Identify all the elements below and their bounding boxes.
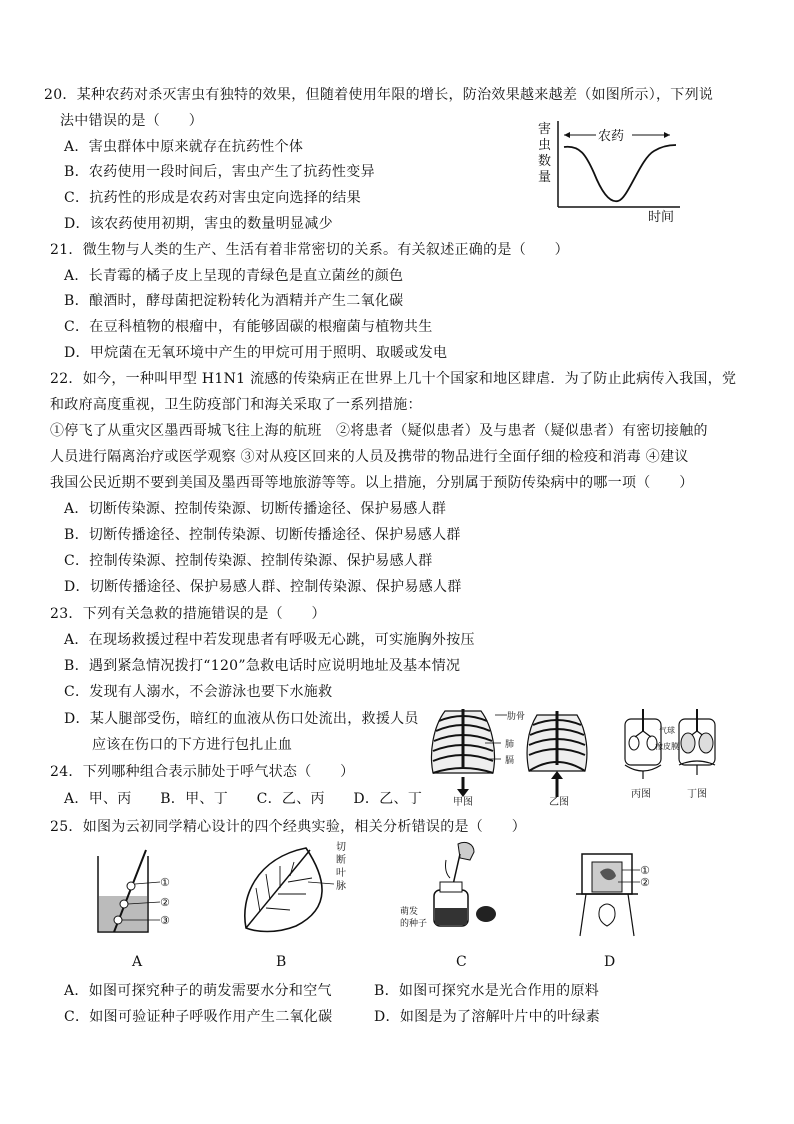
q23-option-b: B．遇到紧急情况拨打“120”急救电话时应说明地址及基本情况 <box>64 658 461 674</box>
q20-option-a: A．害虫群体中原来就存在抗药性个体 <box>64 139 304 155</box>
q25-d-mark-2: ② <box>640 876 650 889</box>
q21-option-c: C．在豆科植物的根瘤中，有能够固碳的根瘤菌与植物共生 <box>64 319 433 335</box>
q22-stem-line1: 22．如今，一种叫甲型 H1N1 流感的传染病正在世界上几十个国家和地区肆虐．为了防止此病传入我国，党 <box>50 371 737 387</box>
q25-option-d: D．如图是为了溶解叶片中的叶绿素 <box>374 1009 601 1025</box>
q25-a-mark-2: ② <box>160 896 170 909</box>
q25-figure-c <box>400 838 510 940</box>
q23-option-d-line2: 应该在伤口的下方进行包扎止血 <box>92 737 293 753</box>
q23-option-a: A．在现场救援过程中若发现患者有呼吸无心跳，可实施胸外按压 <box>64 632 475 648</box>
q25-label-c: C <box>456 954 467 970</box>
q25-figure-b <box>236 838 366 940</box>
q25-option-a: A．如图可探究种子的萌发需要水分和空气 <box>64 983 332 999</box>
q25-b-note-2: 断 <box>336 855 346 866</box>
q24-chest-yi <box>527 711 587 797</box>
q24-label-lung: 肺 <box>505 740 515 750</box>
q22-stem-line3: ①停飞了从重灾区墨西哥城飞往上海的航班 ②将患者（疑似患者）及与患者（疑似患者）有密切接触的 <box>50 423 708 439</box>
q21-option-d: D．甲烷菌在无氧环境中产生的甲烷可用于照明、取暖或发电 <box>64 345 448 361</box>
q20-chart-ylabel-3: 数 <box>538 154 552 169</box>
q24-model-ding <box>679 709 715 775</box>
q24-options: A．甲、丙 B．甲、丁 C．乙、丙 D．乙、丁 <box>64 791 423 807</box>
q25-figure-a <box>84 848 194 940</box>
q22-option-b: B．切断传播途径、控制传染源、切断传播途径、保护易感人群 <box>64 527 461 543</box>
q24-caption-ding: 丁图 <box>687 789 707 800</box>
q20-pest-chart <box>530 115 700 225</box>
q20-chart-arrow-right <box>664 132 670 138</box>
q21-option-b: B．酿酒时，酵母菌把淀粉转化为酒精并产生二氧化碳 <box>64 293 404 309</box>
q20-option-c: C．抗药性的形成是农药对害虫定向选择的结果 <box>64 190 362 206</box>
q24-label-rib: 肋骨 <box>507 712 526 722</box>
q22-option-c: C．控制传染源、控制传染源、控制传染源、保护易感人群 <box>64 553 433 569</box>
q25-label-b: B <box>276 954 287 970</box>
q25-c-note-2: 的种子 <box>400 919 428 929</box>
q25-c-note-1: 萌发 <box>400 907 419 917</box>
q21-stem: 21．微生物与人类的生产、生活有着非常密切的关系。有关叙述正确的是（ ） <box>50 242 569 258</box>
q20-option-d: D．该农药使用初期，害虫的数量明显减少 <box>64 216 333 232</box>
q24-label-balloon: 气球 <box>659 726 675 735</box>
q20-chart-ylabel-4: 量 <box>538 170 552 185</box>
q25-label-a: A <box>132 954 143 970</box>
q20-chart-ylabel-1: 害 <box>538 122 552 137</box>
q25-label-d: D <box>604 954 616 970</box>
q23-stem: 23．下列有关急救的措施错误的是（ ） <box>50 606 326 622</box>
q20-chart-arrow-label: 农药 <box>598 129 625 144</box>
q25-option-c: C．如图可验证种子呼吸作用产生二氧化碳 <box>64 1009 333 1025</box>
q20-chart-ylabel-2: 虫 <box>538 138 552 153</box>
q22-stem-line5: 我国公民近期不要到美国及墨西哥等地旅游等等。以上措施，分别属于预防传染病中的哪一项（ ） <box>50 475 694 491</box>
q22-option-d: D．切断传播途径、保护易感人群、控制传染源、保护易感人群 <box>64 579 462 595</box>
q24-caption-yi: 乙图 <box>549 797 569 808</box>
q24-caption-jia: 甲图 <box>453 797 473 808</box>
q20-chart-curve <box>564 145 676 201</box>
q24-label-membrane: 橡皮膜 <box>655 742 679 751</box>
q25-option-b: B．如图可探究水是光合作用的原料 <box>374 983 600 999</box>
q25-figure-d <box>572 846 672 940</box>
q22-stem-line4: 人员进行隔离治疗或医学观察 ③对从疫区回来的人员及携带的物品进行全面仔细的检疫和消毒 ④建议 <box>50 449 689 465</box>
q25-a-mark-1: ① <box>160 876 170 889</box>
q24-breathing-figure <box>425 705 725 809</box>
q25-b-note-4: 脉 <box>336 881 346 892</box>
q21-option-a: A．长青霉的橘子皮上呈现的青绿色是直立菌丝的颜色 <box>64 268 404 284</box>
q23-option-d-line1: D．某人腿部受伤，暗红的血液从伤口处流出，救援人员 <box>64 711 419 727</box>
q25-b-note-3: 叶 <box>336 868 346 879</box>
q20-chart-xlabel: 时间 <box>648 210 675 225</box>
q22-option-a: A．切断传染源、控制传染源、切断传播途径、保护易感人群 <box>64 501 447 517</box>
q24-chest-jia <box>432 709 495 797</box>
q22-stem-line2: 和政府高度重视，卫生防疫部门和海关采取了一系列措施： <box>50 397 422 413</box>
q23-option-c: C．发现有人溺水，不会游泳也要下水施救 <box>64 684 333 700</box>
q25-b-note-1: 切 <box>336 842 346 853</box>
q20-chart-arrow-left <box>564 132 570 138</box>
q24-caption-bing: 丙图 <box>631 789 651 800</box>
q25-d-mark-1: ① <box>640 864 650 877</box>
q25-a-mark-3: ③ <box>160 914 170 927</box>
q24-label-diaphragm: 膈 <box>505 756 515 766</box>
q20-stem-line1: 20．某种农药对杀灭害虫有独特的效果，但随着使用年限的增长，防治效果越来越差（如图所示），下列说 <box>44 87 714 103</box>
q20-option-b: B．农药使用一段时间后，害虫产生了抗药性变异 <box>64 164 375 180</box>
q25-stem: 25．如图为云初同学精心设计的四个经典实验，相关分析错误的是（ ） <box>50 819 527 835</box>
q20-stem-line2: 法中错误的是（ ） <box>60 113 203 129</box>
q24-stem: 24．下列哪种组合表示肺处于呼气状态（ ） <box>50 764 355 780</box>
